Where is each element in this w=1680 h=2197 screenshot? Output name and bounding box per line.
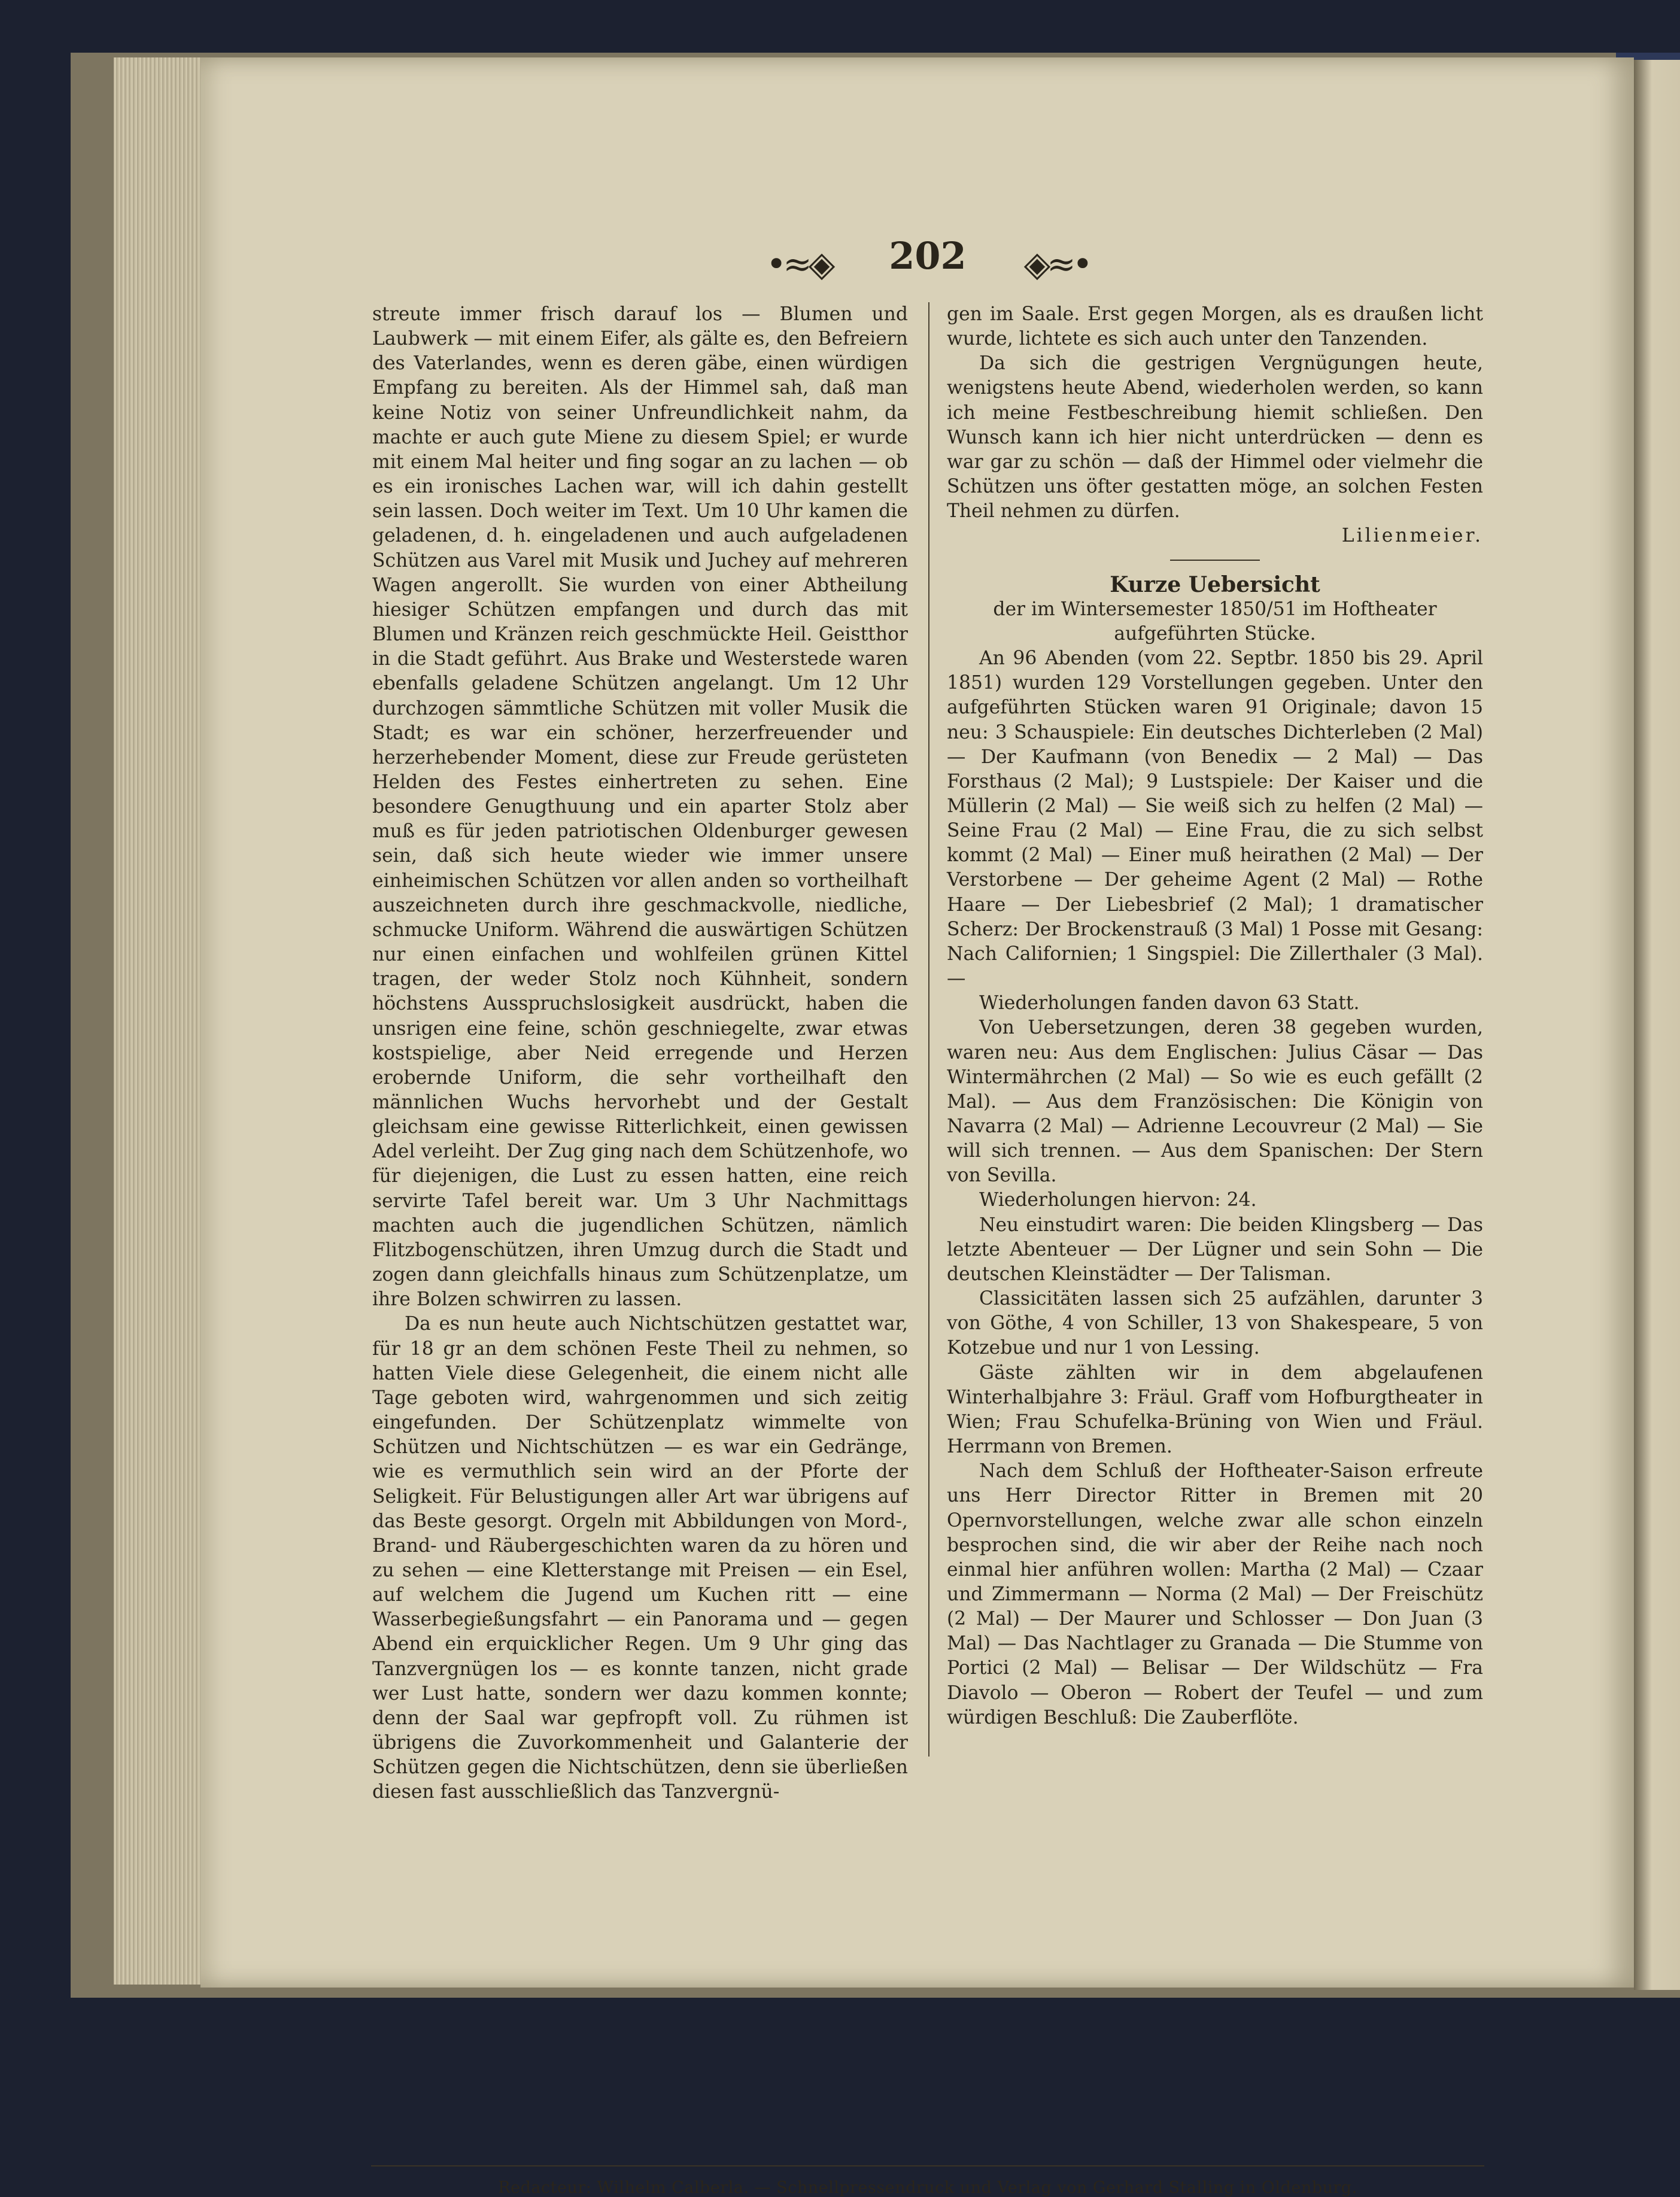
column-divider (928, 302, 929, 1757)
left-paragraph-2: Da es nun heute auch Nichtschützen gestattet war, für 18 gr an dem schönen Feste Theil zu nehmen, so hatten Viele diese Gelegenheit, die einem nicht alle Tage geboten wird, wahrgenommen und sich zeitig eingefunden. Der Schützenplatz wimmelte von Schützen und Nichtschützen — es war ein Gedränge, wie es vermuthlich sein wird an der Pforte der Seligkeit. Für Belustigungen aller Art war übrigens auf das Beste gesorgt. Orgeln mit Abbildungen von Mord-, Brand- und Räubergeschichten waren da zu hören und zu sehen — eine Kletterstange mit Preisen — ein Esel, auf welchem die Jugend um Kuchen ritt — eine Wasserbegießungsfahrt — ein Panorama und — gegen Abend ein erquicklicher Regen. Um 9 Uhr ging das Tanzvergnügen los — es konnte tanzen, nicht grade wer Lust hatte, sondern wer dazu kommen konnte; denn der Saal war gepfropft voll. Zu rühmen ist übrigens die Zuvorkommenheit und Galanterie der Schützen gegen die Nichtschützen, denn sie überließen diesen fast ausschließlich das Tanzvergnü- (372, 1313, 908, 1803)
overview-paragraph-2: Wiederholungen fanden davon 63 Statt. (979, 992, 1360, 1014)
left-column (372, 302, 908, 2169)
overview-paragraph-6: Classicitäten lassen sich 25 aufzählen, darunter 3 von Göthe, 4 von Schiller, 13 von Shakespeare, 5 von Kotzebue und nur 1 von Lessing. (947, 1288, 1483, 1359)
left-paragraph-1: streute immer frisch darauf los — Blumen und Laubwerk — mit einem Eifer, als gälte es, den Befreiern des Vaterlandes, wenn es deren gäbe, einen würdigen Empfang zu bereiten. Als der Himmel sah, daß man keine Notiz von seiner Unfreundlichkeit nahm, da machte er auch gute Miene zu diesem Spiel; er wurde mit einem Mal heiter und fing sogar an zu lachen — ob es ein ironisches Lachen war, will ich dahin gestellt sein lassen. Doch weiter im Text. Um 10 Uhr kamen die geladenen, d. h. eingeladenen und auch aufgeladenen Schützen aus Varel mit Musik und Juchey auf mehreren Wagen angerollt. Sie wurden von einer Abtheilung hiesiger Schützen empfangen und durch das mit Blumen und Kränzen reich geschmückte Heil. Geistthor in die Stadt geführt. Aus Brake und Westerstede waren ebenfalls geladene Schützen angelangt. Um 12 Uhr durchzogen sämmtliche Schützen mit voller Musik die Stadt; es war ein schöner, herzerfreuender und herzerhebender Moment, diese zur Freude gerüsteten Helden des Festes einhertreten zu sehen. Eine besondere Genugthuung und ein aparter Stolz aber muß es für jeden patriotischen Oldenburger gewesen sein, daß sich heute wieder wie immer unsere einheimischen Schützen vor allen anden so vortheilhaft auszeichneten durch ihre geschmackvolle, niedliche, schmucke Uniform. Während die auswärtigen Schützen nur einen einfachen und wohlfeilen grünen Kittel tragen, der weder Stolz noch Kühnheit, sondern höchstens Ausspruchslosigkeit ausdrückt, haben die unsrigen eine feine, schön geschniegelte, zwar etwas kostspielige, aber Neid erregende und Herzen erobernde Uniform, die sehr vortheilhaft den männlichen Wuchs hervorhebt und der Gestalt gleichsam eine gewisse Ritterlichkeit, einen gewissen Adel verleiht. Der Zug ging nach dem Schützenhofe, wo für diejenigen, die Lust zu essen hatten, eine reich servirte Tafel bereit war. Um 3 Uhr Nachmittags machten auch die jugendlichen Schützen, nämlich Flitzbogenschützen, ihren Umzug durch die Stadt und zogen dann gleichfalls hinaus zum Schützenplatze, um ihre Bolzen schwirren zu lassen. (372, 303, 908, 1311)
section-title: Kurze Uebersicht (1110, 572, 1320, 597)
page-edges (114, 57, 200, 1985)
imprint-footer: Redacteur: Wilhelm Calberla. — Schnellpressendruck und Verlag von Gerhard Stalling in Oldenburg. (498, 2178, 1357, 2197)
overview-paragraph-4: Wiederholungen hiervon: 24. (979, 1189, 1257, 1211)
overview-paragraph-5: Neu einstudirt waren: Die beiden Klingsberg — Das letzte Abenteuer — Der Lügner und sein Sohn — Die deutschen Kleinstädter — Der Talisman. (947, 1214, 1483, 1285)
footer-rule (371, 2165, 1484, 2166)
section-subtitle: der im Wintersemester 1850/51 im Hoftheater aufgeführten Stücke. (993, 598, 1437, 645)
right-column (947, 302, 1483, 2169)
right-continuation: gen im Saale. Erst gegen Morgen, als es draußen licht wurde, lichtete es sich auch unter den Tanzenden. (947, 303, 1483, 350)
overview-paragraph-8: Nach dem Schluß der Hoftheater-Saison erfreute uns Herr Director Ritter in Bremen mit 20 Opernvorstellungen, welche zwar alle schon einzeln besprochen sind, die wir aber der Reihe nach noch einmal hier anführen wollen: Martha (2 Mal) — Czaar und Zimmermann — Norma (2 Mal) — Der Freischütz (2 Mal) — Der Maurer und Schlosser — Don Juan (3 Mal) — Das Nachtlager zu Granada — Die Stumme von Portici (2 Mal) — Belisar — Der Wildschütz — Fra Diavolo — Oberon — Robert der Teufel — und zum würdigen Beschluß: Die Zauberflöte. (947, 1460, 1483, 1728)
overview-paragraph-1: An 96 Abenden (vom 22. Septbr. 1850 bis 29. April 1851) wurden 129 Vorstellungen gegeben. Unter den aufgeführten Stücken waren 91 Originale; davon 15 neu: 3 Schauspiele: Ein deutsches Dichterleben (2 Mal) — Der Kaufmann (von Benedix — 2 Mal) — Das Forsthaus (2 Mal); 9 Lustspiele: Der Kaiser und die Müllerin (2 Mal) — Sie weiß sich zu helfen (2 Mal) — Seine Frau (2 Mal) — Eine Frau, die zu sich selbst kommt (2 Mal) — Einer muß heirathen (2 Mal) — Der Verstorbene — Der geheime Agent (2 Mal) — Rothe Haare — Der Liebesbrief (2 Mal); 1 dramatischer Scherz: Der Brockenstrauß (3 Mal) 1 Posse mit Gesang: Nach Californien; 1 Singspiel: Die Zillerthaler (3 Mal). — (947, 648, 1483, 990)
overview-paragraph-3: Von Uebersetzungen, deren 38 gegeben wurden, waren neu: Aus dem Englischen: Julius Cäsar — Das Wintermährchen (2 Mal) — So wie es euch gefällt (2 Mal). — Aus dem Französischen: Die Königin von Navarra (2 Mal) — Adrienne Lecouvreur (2 Mal) — Sie will sich trennen. — Aus dem Spanischen: Der Stern von Sevilla. (947, 1017, 1483, 1187)
section-divider (1170, 560, 1260, 561)
author-signature: Lilienmeier. (1341, 525, 1483, 547)
overview-paragraph-7: Gäste zählten wir in dem abgelaufenen Winterhalbjahre 3: Fräul. Graff vom Hofburgtheater in Wien; Frau Schufelka-Brüning von Wien und Fräul. Herrmann von Bremen. (947, 1362, 1483, 1458)
page-number: 202 (889, 234, 967, 278)
closing-paragraph: Da sich die gestrigen Vergnügungen heute, wenigstens heute Abend, wiederholen werden, so kann ich meine Festbeschreibung hiemit schließen. Den Wunsch kann ich hier nicht unterdrücken — denn es war gar zu schön — daß der Himmel oder vielmehr die Schützen uns öfter gestatten möge, an solchen Festen Theil nehmen zu dürfen. (947, 353, 1483, 522)
page-header (766, 230, 1089, 284)
adjacent-page-edge (1634, 60, 1680, 1990)
left-ornament-icon: •≈◈ (766, 244, 832, 284)
right-ornament-icon: ◈≈• (1023, 244, 1089, 284)
